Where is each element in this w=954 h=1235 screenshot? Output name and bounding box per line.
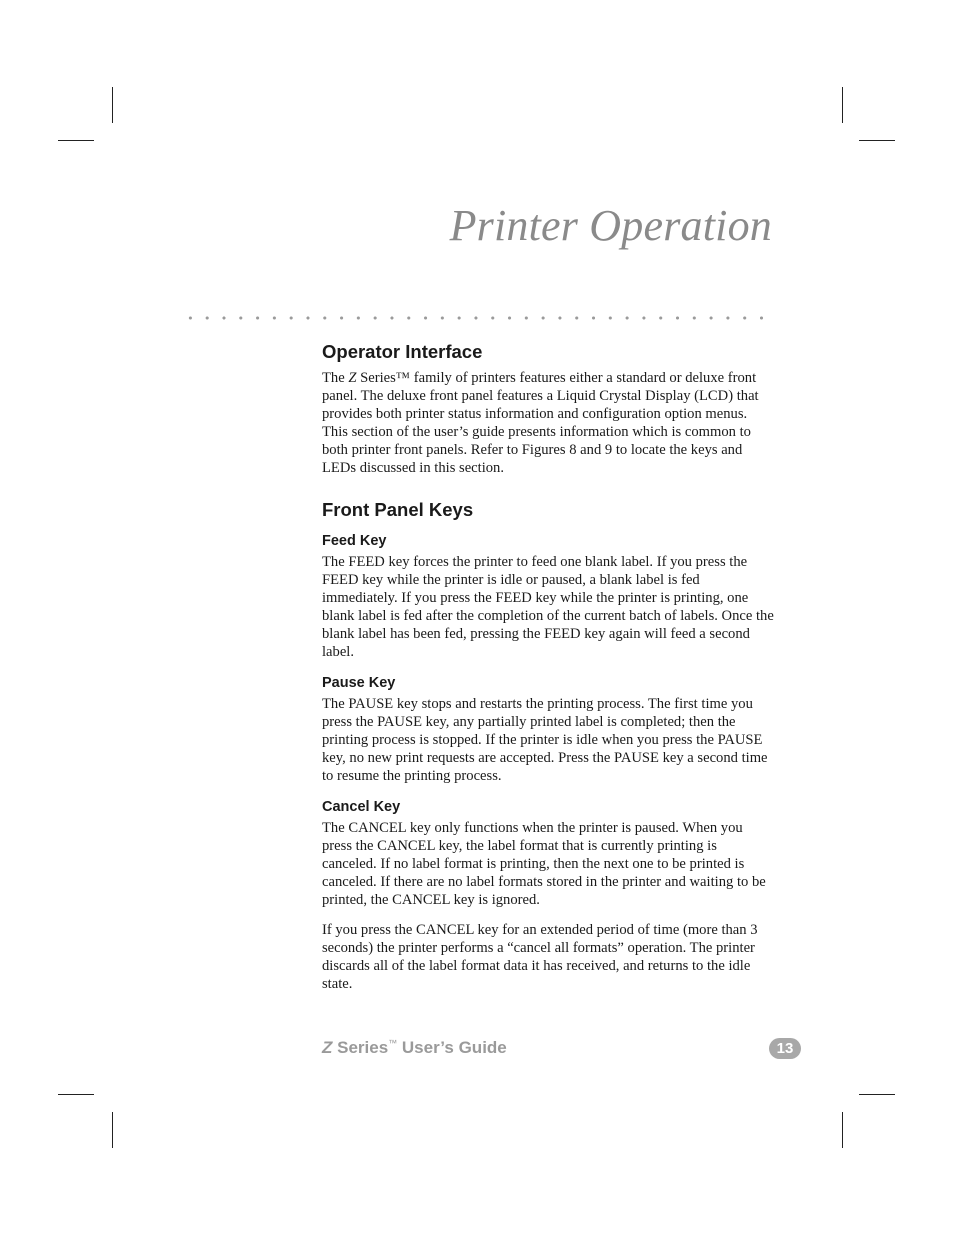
footer-z: Z [322,1038,333,1057]
pause-key-paragraph: The PAUSE key stops and restarts the printing process. The first time you press the PAUSE key, any partially printed label is completed; then the printing process is stopped. If the printer is idle when you press the PAUSE key, no new print requests are accepted. Press the PAUSE key a second time to resume the printing process. [322,696,768,784]
cancel-key-paragraph-1: The CANCEL key only functions when the printer is paused. When you press the CANCEL key, the label format that is currently printing is canceled. If no label format is printing, then the next one to be printed is canceled. If there are no label formats stored in the printer and waiting to be printed, the CANCEL key is ignored. [322,820,766,908]
crop-mark-bottom-left-horizontal [58,1094,94,1095]
crop-mark-bottom-right-vertical [842,1112,843,1148]
section-heading-front-panel-keys: Front Panel Keys [322,499,474,520]
cancel-key-paragraph-2: If you press the CANCEL key for an extended period of time (more than 3 seconds) the printer performs a “cancel all formats” operation. The printer discards all of the label format data it has received, and returns to the idle state. [322,922,758,992]
feed-key-paragraph: The FEED key forces the printer to feed one blank label. If you press the FEED key while the printer is idle or paused, a blank label is fed immediately. If you press the FEED key while the printer is printing, one blank label is fed after the completion of the current batch of labels. Once the blank label has been fed, pressing the FEED key again will feed a second label. [322,554,774,660]
chapter-title: Printer Operation [449,201,772,250]
footer-trademark: ™ [388,1038,398,1048]
crop-mark-top-right-vertical [842,87,843,123]
crop-mark-top-left-horizontal [58,140,94,141]
footer-series: Series [332,1038,389,1057]
crop-mark-bottom-left-vertical [112,1112,113,1148]
subheading-cancel-key: Cancel Key [322,799,401,815]
section-heading-operator-interface: Operator Interface [322,341,483,362]
crop-mark-top-right-horizontal [859,140,895,141]
z-brand-italic: Z [348,370,357,386]
footer-guide: User’s Guide [397,1038,507,1057]
subheading-feed-key: Feed Key [322,533,387,549]
crop-mark-top-left-vertical [112,87,113,123]
crop-mark-bottom-right-horizontal [859,1094,895,1095]
operator-interface-paragraph [322,369,774,477]
body-prefix: The [322,370,349,386]
footer-guide-title [322,1038,507,1058]
body-rest: Series™ family of printers features either a standard or deluxe front panel. The deluxe front panel features a Liquid Crystal Display (LCD) that provides both printer status information and configuration option menus. This section of the user’s guide presents information which is common to both printer front panels. Refer to Figures 8 and 9 to locate the keys and LEDs discussed in this section. [322,370,759,476]
main-content [322,341,774,993]
page-number-badge: 13 [769,1038,801,1059]
subheading-pause-key: Pause Key [322,675,396,691]
dotted-divider [182,315,776,321]
